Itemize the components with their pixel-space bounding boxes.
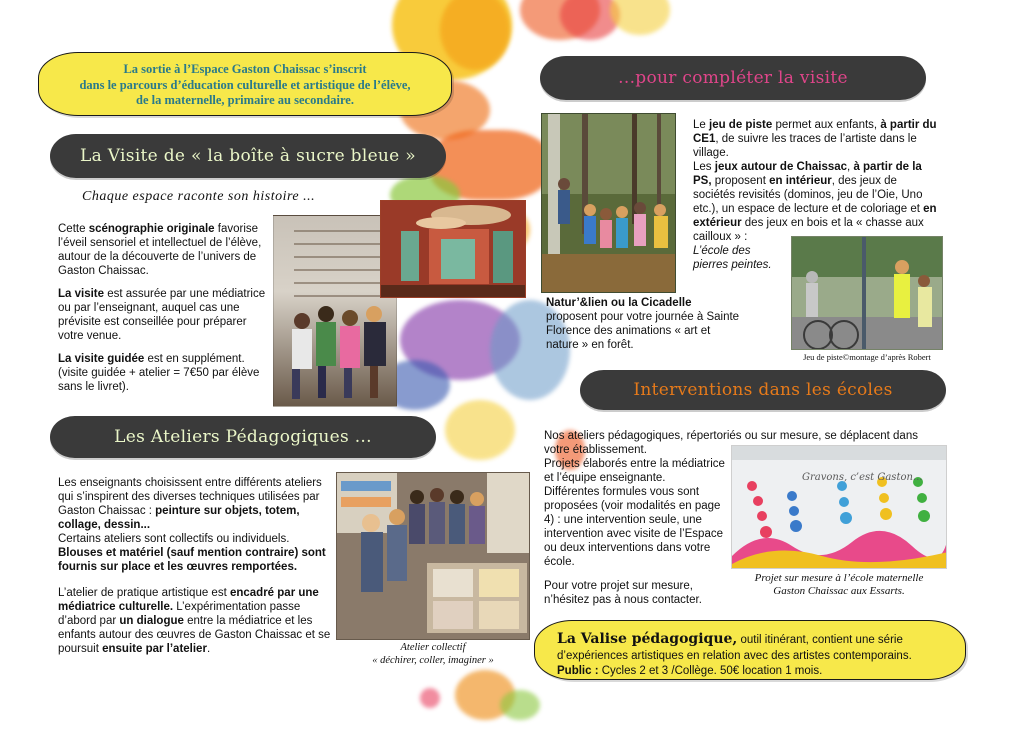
- mural-illustration: [732, 446, 947, 569]
- ateliers-text: [58, 476, 336, 665]
- mural-photo: [731, 445, 947, 569]
- valise-line-1: La Valise pédagogique, outil itinérant, contient une série: [557, 631, 903, 647]
- ateliers-heading-text: Les Ateliers Pédagogiques ...: [114, 426, 372, 447]
- visite-paragraph-3: La visite guidée est en supplément. (visite guidée + atelier = 7€50 par élève sans le livret).: [58, 353, 260, 394]
- forest-photo: [541, 113, 676, 293]
- mural-text: Gravons, c’est Gaston...: [802, 472, 923, 483]
- mural-caption: Projet sur mesure à l’école maternelle Gaston Chaissac aux Essarts.: [754, 572, 924, 598]
- atelier-group-illustration: [337, 473, 530, 640]
- intro-line-2: dans le parcours d’éducation culturelle et artistique de l’élève,: [79, 77, 411, 92]
- ateliers-heading: [50, 416, 436, 458]
- ateliers-paragraph-1: Les enseignants choisissent entre différents ateliers qui s’inspirent des diverses techniques utilisées par Gaston Chaissac : peinture sur objets, totem, collage, dessin... Certains ateliers sont collectifs ou individuels. Blouses et matériel (sauf mention contraire) sont fournis sur place et les œuvres remportées.: [58, 477, 326, 574]
- intro-banner: [38, 52, 452, 116]
- interventions-paragraph-3: Différentes formules vous sont proposées (voir modalités en page 4) : une intervention seule, une intervention avec visite de l’Espace ou deux interventions dans votre école.: [544, 486, 723, 569]
- ateliers-caption: Atelier collectif « déchirer, coller, imaginer »: [372, 642, 494, 666]
- visite-subheading: Chaque espace raconte son histoire ...: [82, 189, 316, 204]
- valise-line-2: d’expériences artistiques en relation avec des artistes contemporains.: [557, 649, 912, 662]
- museum-room-illustration: [381, 201, 526, 298]
- visite-heading-text: La Visite de « la boîte à sucre bleue »: [80, 145, 416, 166]
- children-wall-illustration: [274, 216, 397, 407]
- intro-line-3: de la maternelle, primaire au secondaire.: [136, 93, 354, 108]
- forest-group-illustration: [542, 114, 676, 293]
- completer-heading-text: ...pour compléter la visite: [618, 67, 848, 88]
- jeu-de-piste-photo: [791, 236, 943, 350]
- intro-line-1: La sortie à l’Espace Gaston Chaissac s’inscrit: [123, 62, 367, 76]
- interventions-paragraph-2: Projets élaborés entre la médiatrice et l’équipe enseignante.: [544, 458, 725, 485]
- visite-photo-room: [380, 200, 526, 298]
- jeu-de-piste-illustration: [792, 237, 943, 350]
- valise-banner: [534, 620, 966, 680]
- interventions-paragraph-1: Nos ateliers pédagogiques, répertoriés ou sur mesure, se déplacent dans votre établissement.: [544, 430, 918, 457]
- visite-photo-children: [273, 215, 397, 407]
- natur-lien-text: Natur’&lien ou la Cicadelle proposent pour votre journée à Sainte Florence des animations « art et nature » en forêt.: [546, 297, 740, 352]
- valise-line-3: Public : Cycles 2 et 3 /Collège. 50€ location 1 mois.: [557, 665, 823, 678]
- visite-paragraph-2: La visite est assurée par une médiatrice ou par l’enseignant, auquel cas une prévisite est conseillée pour préparer votre venue.: [58, 288, 266, 343]
- jeu-de-piste-paragraph: Le jeu de piste permet aux enfants, à partir du CE1, de suivre les traces de l’artiste dans le village.: [693, 119, 937, 160]
- pierres-peintes-text: L’école des pierres peintes.: [693, 245, 772, 272]
- jeux-chaissac-paragraph: Les jeux autour de Chaissac, à partir de la PS, proposent en intérieur, des jeux de sociétés revisités (dominos, jeu de l’Oie, Uno etc.), un espace de lecture et de coloriage et en extérieur des jeux en bois et la « chasse aux cailloux » :: [693, 161, 937, 244]
- visite-paragraph-1: Cette scénographie originale favorise l’éveil sensoriel et intellectuel de l’élève, autour de la découverte de l’univers de Gaston Chaissac.: [58, 223, 262, 278]
- interventions-heading-text: Interventions dans les écoles: [633, 379, 893, 400]
- valise-title: La Valise pédagogique,: [557, 631, 738, 647]
- interventions-heading: [580, 370, 946, 410]
- completer-heading: [540, 56, 926, 100]
- ateliers-paragraph-2: L’atelier de pratique artistique est encadré par une médiatrice culturelle. L’expérimentation passe d’abord par un dialogue entre la médiatrice et les enfants autour des œuvres de Gaston Chaissac et se poursuit ensuite par l’atelier.: [58, 587, 331, 656]
- visite-text: [58, 222, 266, 403]
- visite-heading: [50, 134, 446, 178]
- interventions-paragraph-4: Pour votre projet sur mesure, n’hésitez pas à nous contacter.: [544, 580, 702, 607]
- jeu-de-piste-caption: Jeu de piste©montage d’après Robert: [803, 352, 931, 362]
- ateliers-photo: [336, 472, 530, 640]
